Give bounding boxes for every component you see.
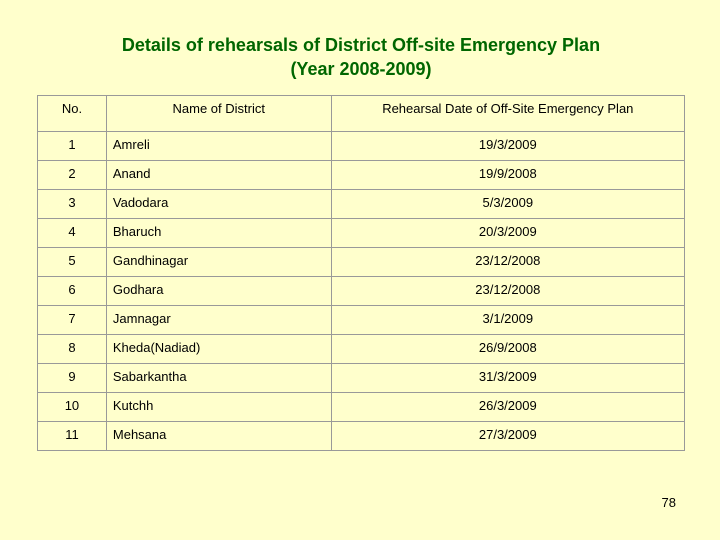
table-row — [38, 161, 685, 190]
table-row — [38, 335, 685, 364]
row-district: Kutchh — [106, 393, 331, 422]
row-district: Anand — [106, 161, 331, 190]
row-district: Mehsana — [106, 422, 331, 451]
row-date: 19/3/2009 — [331, 132, 684, 161]
row-date: 26/3/2009 — [331, 393, 684, 422]
table-row — [38, 306, 685, 335]
title-line-2: (Year 2008-2009) — [290, 59, 432, 79]
row-district: Jamnagar — [106, 306, 331, 335]
row-no: 9 — [38, 364, 107, 393]
page-title — [0, 33, 720, 81]
table-row — [38, 422, 685, 451]
row-date: 26/9/2008 — [331, 335, 684, 364]
row-no: 8 — [38, 335, 107, 364]
row-date: 23/12/2008 — [331, 248, 684, 277]
row-district: Gandhinagar — [106, 248, 331, 277]
table-row — [38, 248, 685, 277]
row-district: Vadodara — [106, 190, 331, 219]
row-date: 19/9/2008 — [331, 161, 684, 190]
row-district: Bharuch — [106, 219, 331, 248]
row-no: 6 — [38, 277, 107, 306]
row-no: 11 — [38, 422, 107, 451]
row-date: 31/3/2009 — [331, 364, 684, 393]
table-header-row — [38, 96, 685, 132]
header-date: Rehearsal Date of Off-Site Emergency Plan — [331, 96, 684, 132]
table-row — [38, 219, 685, 248]
row-date: 23/12/2008 — [331, 277, 684, 306]
table-row — [38, 277, 685, 306]
page-number: 78 — [661, 495, 676, 510]
rehearsals-table — [37, 95, 685, 451]
row-no: 5 — [38, 248, 107, 277]
row-date: 5/3/2009 — [331, 190, 684, 219]
row-district: Sabarkantha — [106, 364, 331, 393]
header-district: Name of District — [106, 96, 331, 132]
row-date: 20/3/2009 — [331, 219, 684, 248]
row-no: 7 — [38, 306, 107, 335]
row-district: Kheda(Nadiad) — [106, 335, 331, 364]
row-no: 1 — [38, 132, 107, 161]
row-district: Amreli — [106, 132, 331, 161]
row-date: 27/3/2009 — [331, 422, 684, 451]
table-row — [38, 132, 685, 161]
row-no: 10 — [38, 393, 107, 422]
row-district: Godhara — [106, 277, 331, 306]
header-no: No. — [38, 96, 107, 132]
row-no: 2 — [38, 161, 107, 190]
row-no: 4 — [38, 219, 107, 248]
table-row — [38, 364, 685, 393]
row-date: 3/1/2009 — [331, 306, 684, 335]
title-line-1: Details of rehearsals of District Off-site Emergency Plan — [121, 35, 601, 55]
row-no: 3 — [38, 190, 107, 219]
table-row — [38, 190, 685, 219]
table-row — [38, 393, 685, 422]
